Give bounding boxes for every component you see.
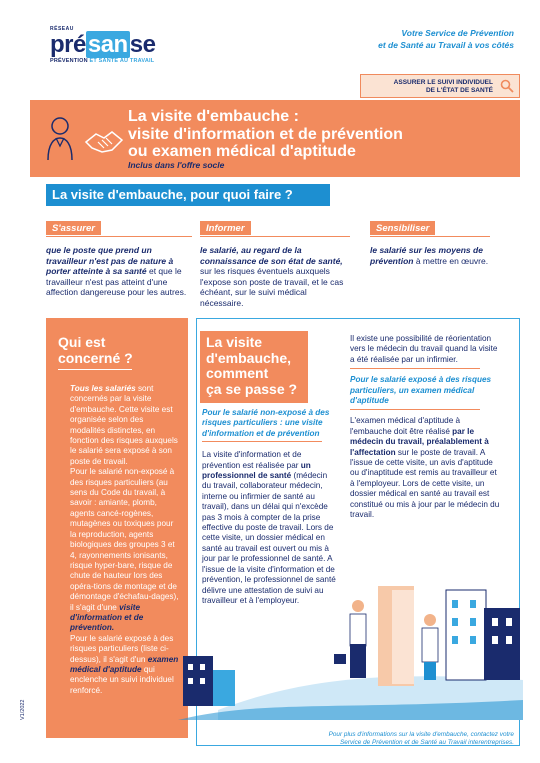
banner-title-2: visite d'information et de prévention	[128, 125, 403, 143]
colB-body	[350, 416, 500, 520]
pillar-label: Sensibiliser	[370, 221, 435, 235]
banner-title	[128, 108, 508, 161]
man-body	[350, 614, 366, 646]
pillar-text	[200, 245, 350, 308]
pillar-informer	[200, 218, 350, 308]
logo-brand-a: pré	[50, 31, 86, 58]
qui-p3-bold: examen médical d'aptitude	[70, 654, 179, 674]
suivi-badge	[360, 74, 520, 98]
pillar-body: et que le travailleur n'est pas atteint d'une affection dangereuse pour les autres.	[46, 266, 187, 297]
banner-subtitle: Inclus dans l'offre socle	[128, 160, 225, 170]
pillar-text	[370, 245, 490, 266]
pillar-bold: le salarié sur les moyens de prévention	[370, 245, 483, 266]
qui-p1-text: sont concernés par la visite d'embauche. Cette visite est organisée selon des modalités distinctes, en fonction des risques auxquels le salarié sera exposé à son poste de travail.	[70, 384, 178, 466]
qui-p2	[70, 467, 180, 634]
qui-p2-bold: visite d'information et de prévention.	[70, 602, 144, 633]
logo-reseau: RÉSEAU	[50, 26, 74, 32]
building-right-2	[484, 608, 520, 680]
building-left	[183, 656, 213, 706]
colA-t2: (médecin du travail, collaborateur médecin, interne ou infirmier de santé au travail), dans un délai qui n'excède pas 3 mois à compter de la prise effective du poste de travail. Lors de cette visite, un dossier médical en santé au travail est ouvert ou mis à jour par le professionnel de santé. A l'issue de la visite d'information et de prévention, le professionnel de santé délivre une attestation de suivi au travailleur et à l'employeur.	[202, 471, 336, 605]
colB-t2: sur le poste de travail. A l'issue de cette visite, un avis d'aptitude ou d'inaptitude est remis au travailleur et à l'employeur. Lors de cette visite, un dossier médical en santé au travail est constitué ou mis à jour par le médecin du travail.	[350, 447, 500, 520]
magnifier-icon	[500, 79, 514, 93]
service-tagline	[314, 28, 514, 51]
footer-line1: Pour plus d'informations sur la visite d'embauche, contactez votre	[328, 731, 514, 738]
logo-brand-c: se	[129, 31, 156, 58]
comment-line4: ça se passe ?	[206, 380, 298, 397]
presanse-logo	[50, 26, 200, 64]
comment-line1: La visite	[206, 334, 263, 350]
doctor-legs	[424, 662, 436, 680]
logo-brand	[50, 32, 200, 58]
service-line2: et de Santé au Travail à vos côtés	[378, 39, 514, 50]
qui-p2-text: Pour le salarié non-exposé à des risques particuliers (au sens du Code du travail, à savoir : amiante, plomb, agents cancé-rogènes, mutagènes ou toxiques pour la reproduction, agents biologiques des groupes 3 et 4, rayonnements ionisants, risque hyper-bare, risque de chute de hauteur lors des opéra-tions de montage et de démontage d'échafau-dages), il s'agit d'une	[70, 467, 179, 612]
pillar-rule	[46, 236, 192, 237]
colA-b1: un professionnel de santé	[202, 460, 311, 481]
pillar-rule	[200, 236, 350, 237]
banner-title-1: La visite d'embauche :	[128, 108, 299, 125]
briefcase	[334, 654, 346, 664]
pillar-assurer	[46, 218, 192, 298]
colA-t1: La visite d'information et de prévention est réalisée par	[202, 450, 302, 470]
qui-p1	[70, 384, 180, 467]
logo-tag-b: ET SANTÉ AU TRAVAIL	[89, 58, 155, 64]
colB-b1: par le médecin du travail, préalablement à l'affectation	[350, 426, 489, 457]
qui-p1-bold: Tous les salariés	[70, 384, 136, 393]
section-heading: La visite d'embauche, pour quoi faire ?	[46, 184, 330, 206]
colB-rule-2	[350, 409, 480, 410]
suivi-line2: DE L'ÉTAT DE SANTÉ	[425, 86, 493, 94]
pillar-rule	[370, 236, 490, 237]
pillar-bold: le salarié, au regard de la connaissance de son état de santé,	[200, 245, 343, 266]
qui-est-concerne-panel	[46, 318, 188, 738]
footer-line2: Service de Prévention et de Santé au Travail interentreprises.	[340, 739, 514, 746]
colB-rule	[350, 368, 480, 369]
qui-p3	[70, 634, 180, 696]
qui-p3-end: qui enclenche un suivi individuel renforcé.	[70, 664, 174, 695]
suivi-line1: ASSURER LE SUIVI INDIVIDUEL	[393, 79, 493, 86]
man-head	[352, 600, 364, 612]
man-legs	[350, 644, 366, 678]
qui-p3-text: Pour le salarié exposé à des risques particuliers (liste ci-dessus), il s'agit d'un	[70, 633, 174, 664]
handshake-icon	[46, 112, 126, 168]
doctor-head	[424, 614, 436, 626]
qui-title-2: concerné ?	[58, 350, 133, 366]
title-banner	[30, 100, 520, 177]
qui-title-1: Qui est	[58, 334, 106, 350]
footer-note	[270, 731, 514, 747]
colA-rule	[202, 441, 322, 442]
logo-tag	[50, 58, 200, 64]
pillar-text	[46, 245, 192, 298]
pillar-label: S'assurer	[46, 221, 101, 235]
logo-brand-b: san	[87, 31, 128, 58]
pillar-body: sur les risques éventuels auxquels l'expose son poste de travail, et le cas échéant, sur le suivi médical nécessaire.	[200, 266, 344, 308]
doctor-coat	[422, 628, 438, 662]
version-label: V1/2022	[20, 699, 26, 720]
building-left-2	[213, 670, 235, 706]
comment-line2: d'embauche,	[206, 349, 292, 366]
comment-heading	[200, 331, 308, 403]
door	[392, 590, 414, 684]
colB-t1: L'examen médical d'aptitude à l'embauche doit être réalisé	[350, 416, 461, 436]
qui-rule	[58, 369, 132, 370]
banner-title-3: ou examen médical d'aptitude	[128, 143, 356, 160]
qui-title	[58, 334, 180, 366]
colB-heading: Pour le salarié exposé à des risques particuliers, un examen médical d'aptitude	[350, 375, 492, 406]
logo-tag-a: PRÉVENTION	[50, 58, 88, 64]
pillar-body: à mettre en œuvre.	[413, 255, 489, 266]
colA-heading: Pour le salarié non-exposé à des risques particuliers : une visite d'information et de prévention	[202, 408, 330, 438]
comment-line3: comment	[206, 365, 269, 381]
pillar-label: Informer	[200, 221, 251, 235]
column-expose	[350, 334, 500, 521]
pillar-sensibiliser	[370, 218, 490, 266]
service-line1: Votre Service de Prévention	[401, 28, 514, 38]
office-illustration	[178, 560, 523, 720]
pillar-bold: que le poste que prend un travailleur n'est pas de nature à porter atteinte à sa santé	[46, 245, 174, 276]
colB-intro: Il existe une possibilité de réorientation vers le médecin du travail quand la visite a été réalisée par un infirmier.	[350, 334, 498, 364]
